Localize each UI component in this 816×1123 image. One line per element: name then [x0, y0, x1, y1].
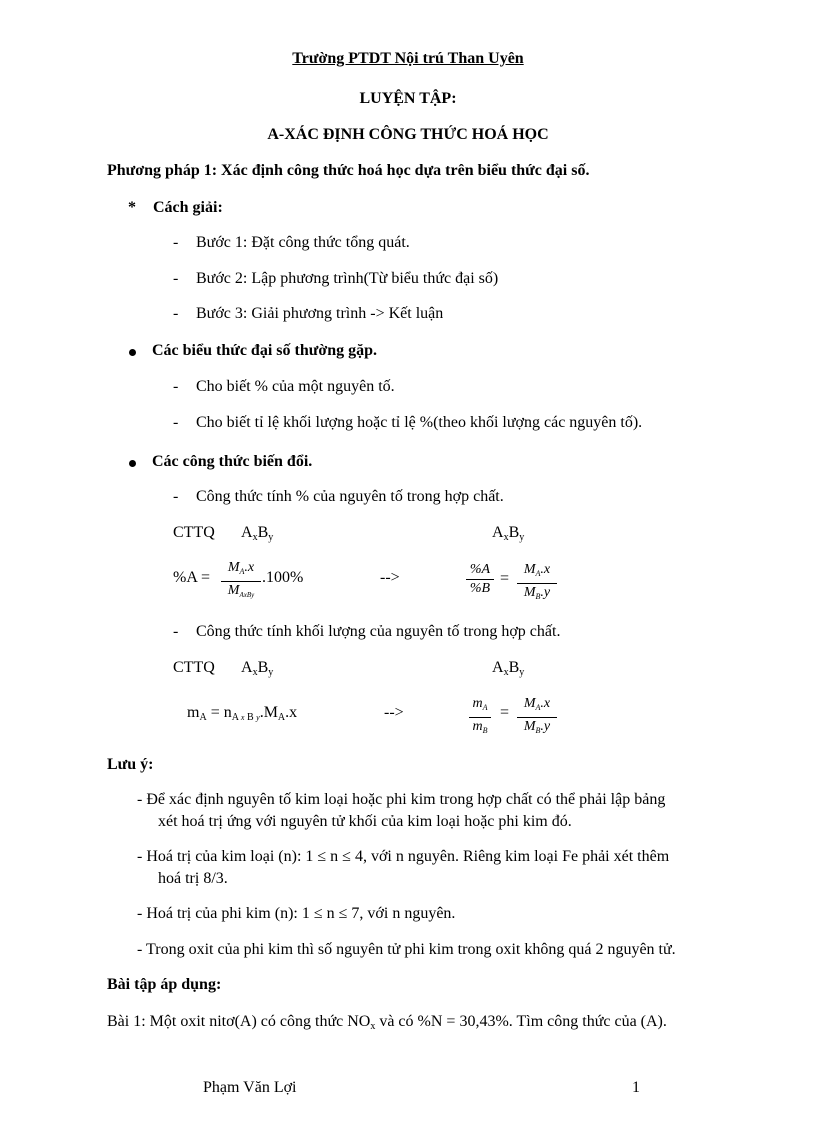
fraction-mA-over-mB: $\frac{m_A}{m_B}$ [469, 695, 491, 740]
note-1: - Để xác định nguyên tố kim loại hoặc phi kim trong hợp chất có thể phải lập bảng [137, 791, 666, 808]
exercises-heading: Bài tập áp dụng: [107, 976, 222, 993]
arrow: --> [380, 569, 400, 586]
formula-AxBy: $A_xB_y$ [241, 659, 274, 678]
exercise-1: Bài 1: Một oxit nitơ(A) có công thức $NO_x$ và có %N = 30,43%. Tìm công thức của (A). [107, 1013, 667, 1032]
note-4: - Trong oxit của phi kim thì số nguyên tử phi kim trong oxit không quá 2 nguyên tử. [137, 941, 676, 958]
star-marker: * [128, 199, 136, 216]
dash-marker: - [173, 234, 179, 251]
transform-item-2: Công thức tính khối lượng của nguyên tố trong hợp chất. [196, 623, 561, 640]
note-3: - Hoá trị của phi kim (n): 1 ≤ n ≤ 7, với n nguyên. [137, 905, 456, 922]
transform-item-1: Công thức tính % của nguyên tố trong hợp chất. [196, 488, 504, 505]
method-heading: Phương pháp 1: Xác định công thức hoá học dựa trên biểu thức đại số. [107, 162, 590, 179]
formula-AxBy: $A_xB_y$ [241, 524, 274, 543]
school-name: Trường PTDT Nội trú Than Uyên [292, 50, 524, 67]
bullet-icon [129, 460, 136, 467]
cttq-label: CTTQ [173, 659, 215, 676]
pct-suffix: .100% [262, 569, 304, 586]
bullet-icon [129, 349, 136, 356]
expression-item-2: Cho biết tỉ lệ khối lượng hoặc tỉ lệ %(theo khối lượng các nguyên tố). [196, 414, 643, 431]
fraction-MAx-over-MAxBy: $M_A.x$ $M_{AxBy}$ [221, 559, 261, 604]
footer-author: Phạm Văn Lợi [203, 1079, 297, 1096]
fraction-pctA-over-pctB: $\frac{\%A}{\%B}$ [466, 561, 494, 598]
title-xac-dinh: A-XÁC ĐỊNH CÔNG THỨC HOÁ HỌC [267, 126, 549, 143]
formula-AxBy-right: $A_xB_y$ [492, 659, 525, 678]
equals-sign: = [500, 570, 510, 587]
dash-marker: - [173, 378, 179, 395]
formula-AxBy-right: $A_xB_y$ [492, 524, 525, 543]
note-2: - Hoá trị của kim loại (n): 1 ≤ n ≤ 4, với n nguyên. Riêng kim loại Fe phải xét thêm [137, 848, 670, 865]
pctA-prefix: %A = [173, 569, 211, 586]
transforms-heading: Các công thức biến đổi. [152, 453, 313, 470]
note-2-cont: hoá trị 8/3. [158, 870, 228, 887]
fraction-MAx-over-MBy: $\frac{M_A.x}{M_B.y}$ [517, 695, 557, 740]
dash-marker: - [173, 623, 179, 640]
cttq-label: CTTQ [173, 524, 215, 541]
notes-heading: Lưu ý: [107, 756, 154, 773]
dash-marker: - [173, 488, 179, 505]
expression-item-1: Cho biết % của một nguyên tố. [196, 378, 395, 395]
step-1: Bước 1: Đặt công thức tổng quát. [196, 234, 410, 251]
mA-formula: $m_A = n_{A x B y}.M_A.x$ [187, 704, 298, 723]
step-3: Bước 3: Giải phương trình -> Kết luận [196, 305, 444, 322]
step-2: Bước 2: Lập phương trình(Từ biểu thức đại số) [196, 270, 499, 287]
dash-marker: - [173, 414, 179, 431]
arrow: --> [384, 704, 404, 721]
title-luyen-tap: LUYỆN TẬP: [359, 90, 457, 107]
fraction-MAx-over-MBy: $\frac{M_A.x}{M_B.y}$ [517, 561, 557, 606]
expressions-heading: Các biểu thức đại số thường gặp. [152, 342, 377, 359]
dash-marker: - [173, 305, 179, 322]
equals-sign: = [500, 704, 510, 721]
cach-giai-label: Cách giải: [153, 199, 223, 216]
note-1-cont: xét hoá trị ứng với nguyên tử khối của kim loại hoặc phi kim đó. [158, 813, 572, 830]
dash-marker: - [173, 270, 179, 287]
page-number: 1 [632, 1079, 640, 1096]
